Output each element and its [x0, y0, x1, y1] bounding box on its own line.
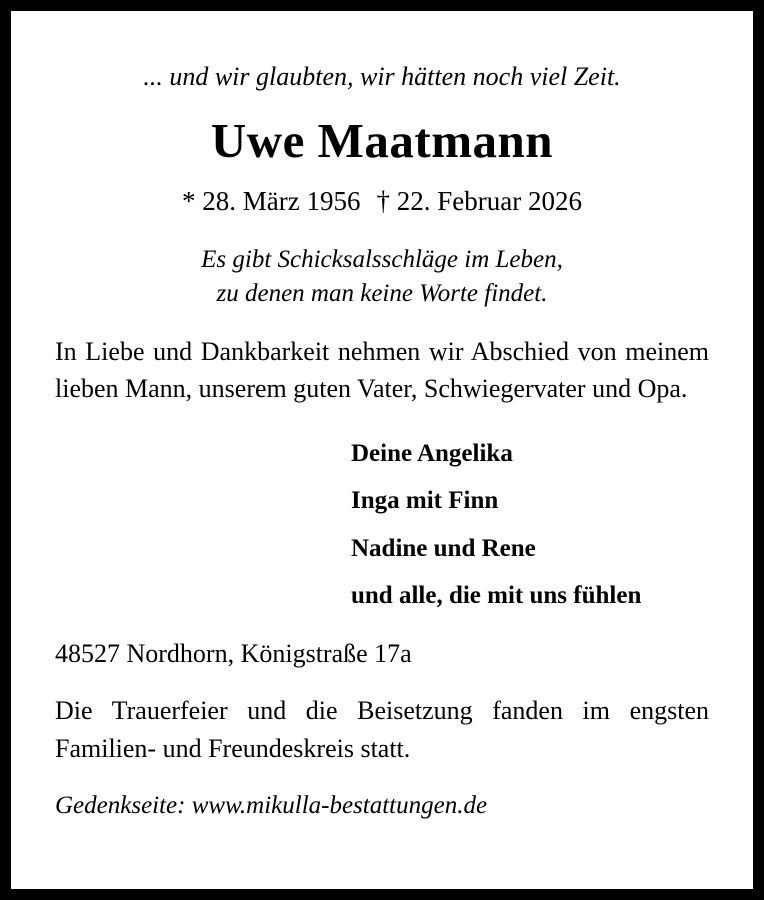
ceremony-text: Die Trauerfeier und die Beisetzung fanden im engsten Familien- und Freundeskreis statt. — [55, 696, 709, 764]
list-item: Deine Angelika — [351, 439, 513, 467]
memorial-page-link[interactable]: Gedenkseite: www.mikulla-bestattungen.de — [55, 791, 488, 819]
survivors-list — [55, 430, 709, 620]
deceased-name: Uwe Maatmann — [210, 113, 554, 169]
verse-line-2: zu denen man keine Worte findet. — [216, 279, 548, 307]
mourning-text: In Liebe und Dankbarkeit nehmen wir Abschied von meinem lieben Mann, unserem guten Vater, Schwiegervater und Opa. — [55, 336, 709, 404]
birth-date: * 28. März 1956 — [182, 186, 361, 217]
epitaph-line: ... und wir glaubten, wir hätten noch viel Zeit. — [143, 62, 621, 91]
death-date: † 22. Februar 2026 — [376, 186, 582, 217]
obituary-card — [11, 11, 753, 889]
list-item: Nadine und Rene — [351, 534, 536, 562]
list-item: und alle, die mit uns fühlen — [351, 582, 642, 610]
address-line: 48527 Nordhorn, Königstraße 17a — [55, 638, 412, 668]
verse-line-1: Es gibt Schicksalsschläge im Leben, — [201, 246, 563, 274]
list-item: Inga mit Finn — [351, 487, 499, 515]
life-dates — [55, 186, 709, 217]
memorial-verse — [55, 243, 709, 311]
